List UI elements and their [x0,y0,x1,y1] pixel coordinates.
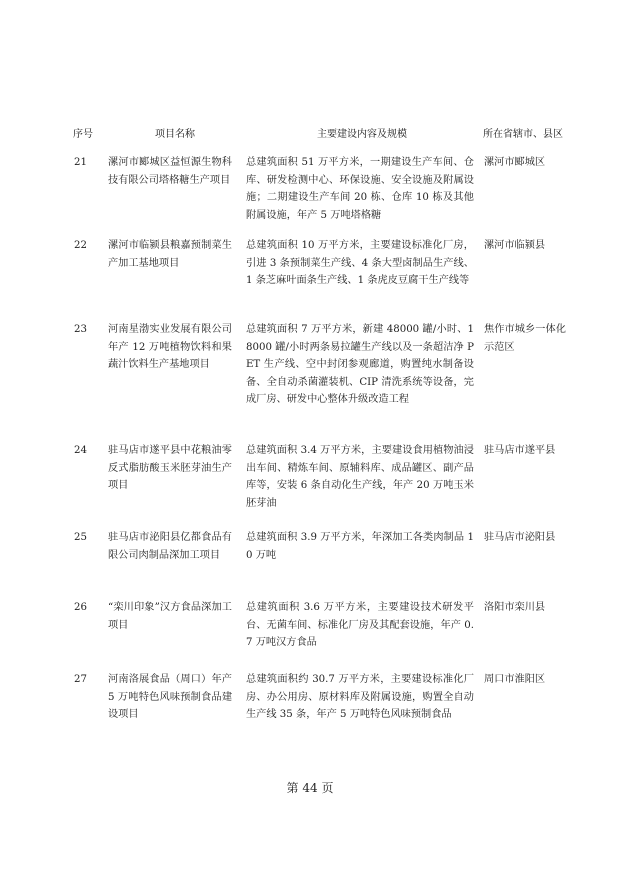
row-project-name: “栾川印象”汉方食品深加工项目 [108,602,232,631]
header-seq: 序号 [73,129,93,140]
row-content: 总建筑面积 3.4 万平方米，主要建设食用植物油浸出车间、精炼车间、原辅料库、成品罐区、副产品库等，安装 6 条自动化生产线，年产 20 万吨玉米胚芽油 [246,445,474,509]
row-region: 驻马店市遂平县 [484,445,556,456]
row-region: 驻马店市泌阳县 [484,532,556,543]
row-content: 总建筑面积约 30.7 万平方米，主要建设标准化厂房、办公用房、原材料库及附属设施，购置全自动生产线 35 条，年产 5 万吨特色风味预制食品 [246,674,474,721]
table-row [70,321,566,442]
project-table [70,116,566,743]
row-project-name: 河南星渤实业发展有限公司年产 12 万吨植物饮料和果蔬汁饮料生产基地项目 [108,324,232,371]
row-region: 漯河市临颍县 [484,240,546,251]
row-region: 周口市淮阳区 [484,674,546,685]
table-row [70,154,566,237]
row-project-name: 漯河市临颍县粮嘉预制菜生产加工基地项目 [108,240,232,269]
row-project-name: 漯河市郾城区益恒源生物科技有限公司塔格糖生产项目 [108,157,232,186]
page-number: 第 44 页 [286,781,334,795]
row-content: 总建筑面积 10 万平方米，主要建设标准化厂房，引进 3 条预制菜生产线、4 条大型卤制品生产线、1 条芝麻叶面条生产线、1 条虎皮豆腐干生产线等 [246,240,474,287]
row-region: 洛阳市栾川县 [484,602,546,613]
header-content: 主要建设内容及规模 [317,129,407,140]
header-region: 所在省辖市、县区 [483,129,563,140]
table-row [70,599,566,671]
table-row [70,529,566,599]
table-header-row [70,116,566,154]
row-region: 焦作市城乡一体化示范区 [484,324,566,353]
row-project-name: 驻马店市泌阳县亿都食品有限公司肉制品深加工项目 [108,532,232,561]
row-project-name: 驻马店市遂平县中花粮油零反式脂肪酸玉米胚芽油生产项目 [108,445,232,492]
row-content: 总建筑面积 51 万平方米，一期建设生产车间、仓库、研发检测中心、环保设施、安全设施及附属设施；二期建设生产车间 20 栋、仓库 10 栋及其他附属设施，年产 5 万吨塔格糖 [246,157,474,221]
row-seq: 24 [74,445,87,456]
row-content: 总建筑面积 3.6 万平方米，主要建设技术研发平台、无菌车间、标准化厂房及其配套设施，年产 0.7 万吨汉方食品 [246,602,474,649]
row-content: 总建筑面积 7 万平方米，新建 48000 罐/小时、18000 罐/小时两条易拉罐生产线以及一条超洁净 PET 生产线、空中封闭参观廊道，购置纯水制备设备、全自动杀菌灌装机、CIP 清洗系统等设备，完成厂房、研发中心整体升级改造工程 [246,324,474,406]
row-project-name: 河南洛展食品（周口）年产 5 万吨特色风味预制食品建设项目 [108,674,232,721]
row-seq: 27 [74,674,87,685]
table-row [70,442,566,529]
row-seq: 21 [74,157,87,168]
header-name: 项目名称 [155,129,195,140]
row-seq: 23 [74,324,87,335]
row-seq: 22 [74,240,87,251]
table-row [70,671,566,743]
row-seq: 25 [74,532,87,543]
row-content: 总建筑面积 3.9 万平方米，年深加工各类肉制品 10 万吨 [246,532,474,561]
row-region: 漯河市郾城区 [484,157,546,168]
row-seq: 26 [74,602,87,613]
table-row [70,237,566,321]
